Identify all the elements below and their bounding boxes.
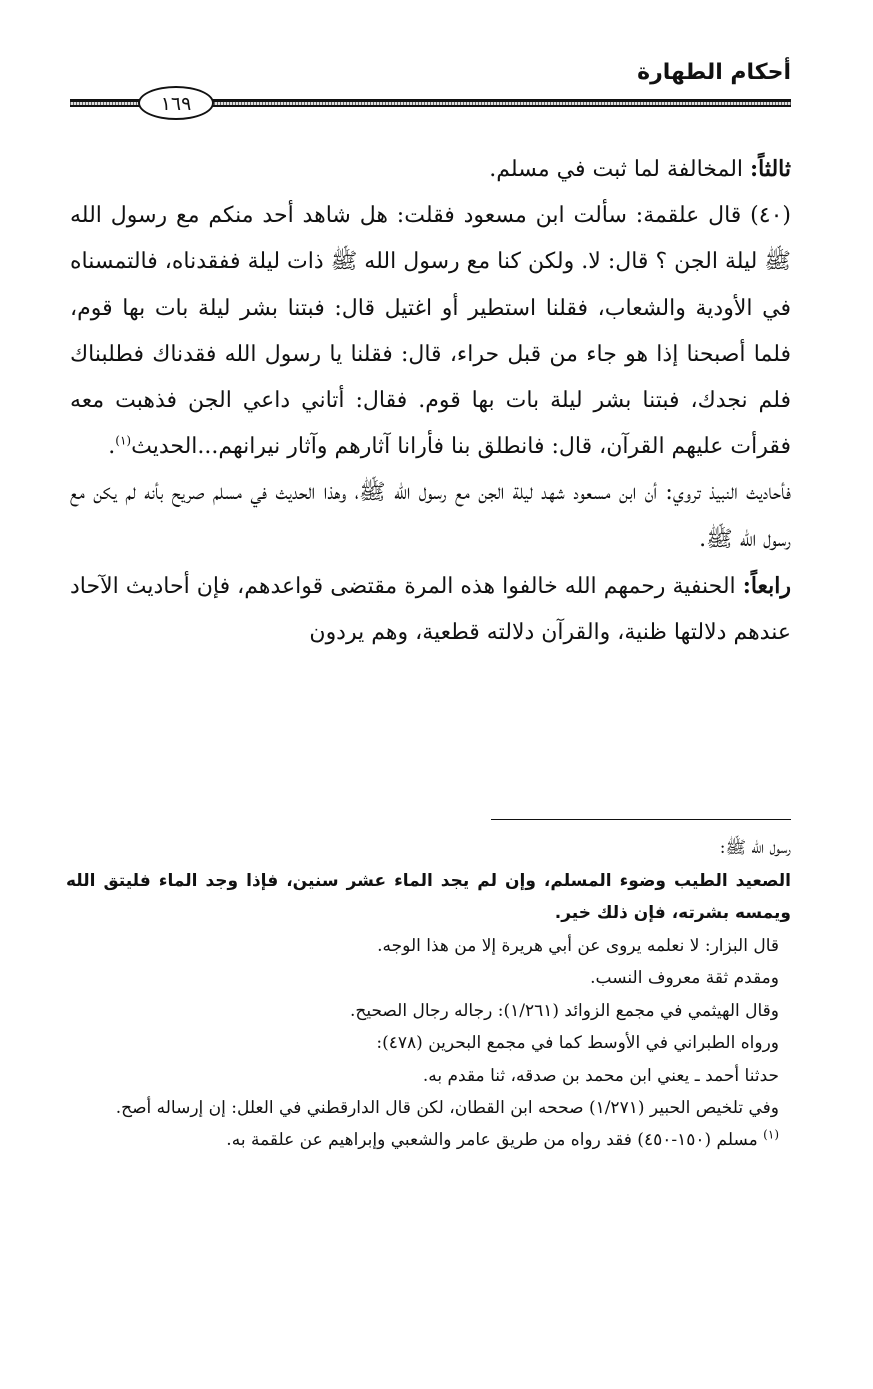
footnotes — [66, 832, 791, 1157]
running-title: أحكام الطهارة — [637, 60, 791, 85]
footnote-ref-1: (١) — [115, 433, 132, 448]
paragraph-nabidh: فأحاديث النبيذ تروي: أن ابن مسعود شهد ليلة الجن مع رسول الله ﷺ، وهذا الحديث في مسلم صريح بأنه لم يكن مع رسول الله ﷺ. — [70, 480, 791, 552]
main-text — [70, 146, 791, 656]
footnote-hadith-text: الصعيد الطيب وضوء المسلم، وإن لم يجد الماء عشر سنين، فإذا وجد الماء فليتق الله ويمسه بشرته، فإن ذلك خير. — [66, 870, 791, 923]
paragraph-fourthly — [70, 563, 791, 656]
paragraph-hadith-40 — [70, 193, 791, 470]
footnote-separator — [491, 819, 791, 820]
footnote-line-bazzar: قال البزار: لا نعلمه يروى عن أبي هريرة إلا من هذا الوجه. — [377, 935, 779, 956]
page-number: ١٦٩ — [160, 93, 192, 115]
paragraph-hadith-40-end: . — [108, 434, 116, 460]
page-number-badge — [138, 86, 214, 120]
paragraph-thirdly — [70, 146, 791, 193]
footnote-1-marker: (١) — [763, 1127, 779, 1142]
footnote-1 — [66, 1124, 791, 1157]
paragraph-hadith-40-text: (٤٠) قال علقمة: سألت ابن مسعود فقلت: هل شاهد أحد منكم مع رسول الله ﷺ ليلة الجن ؟ قال: لا. ولكن كنا مع رسول الله ﷺ ذات ليلة ففقدناه، فالتمسناه في الأودية والشعاب، فقلنا استطير أو اغتيل قال: فبتنا بشر ليلة بات بها قوم، فلما أصبحنا إذا هو جاء من قبل حراء، قال: فقلنا يا رسول الله فقدناك فطلبناك فلم نجدك، فبتنا بشر ليلة بات بها قوم. فقال: أتاني داعي الجن فذهبت معه فقرأت عليهم القرآن، قال: فانطلق بنا فأرانا آثارهم وآثار نيرانهم...الحديث — [70, 203, 792, 460]
footnote-line-haythami: وقال الهيثمي في مجمع الزوائد (١/٢٦١): رجاله رجال الصحيح. — [349, 1000, 779, 1021]
section-label-fourthly: رابعاً: — [742, 572, 791, 599]
footnote-line-tabarani: ورواه الطبراني في الأوسط كما في مجمع البحرين (٤٧٨): — [376, 1033, 779, 1053]
footnote-line-haddathana: حدثنا أحمد ـ يعني ابن محمد بن صدقه، ثنا مقدم به. — [422, 1065, 779, 1086]
paragraph-thirdly-text: المخالفة لما ثبت في مسلم. — [489, 157, 750, 182]
footnote-line-talkhis: وفي تلخيص الحبير (١/٢٧١) صححه ابن القطان، لكن قال الدارقطني في العلل: إن إرساله أصح. — [115, 1098, 779, 1118]
paragraph-fourthly-text: الحنفية رحمهم الله خالفوا هذه المرة مقتضى قواعدهم، فإن أحاديث الآحاد عندهم دلالتها ظنية، والقرآن دلالته قطعية، وهم يردون — [70, 573, 791, 646]
section-label-thirdly: ثالثاً: — [750, 156, 791, 182]
footnote-line-muqaddam: ومقدم ثقة معروف النسب. — [590, 968, 779, 988]
footnote-1-text: مسلم (١٥٠-٤٥٠) فقد رواه من طريق عامر والشعبي وإبراهيم عن علقمة به. — [226, 1130, 764, 1150]
footnote-lead: رسول الله ﷺ: — [719, 838, 791, 858]
